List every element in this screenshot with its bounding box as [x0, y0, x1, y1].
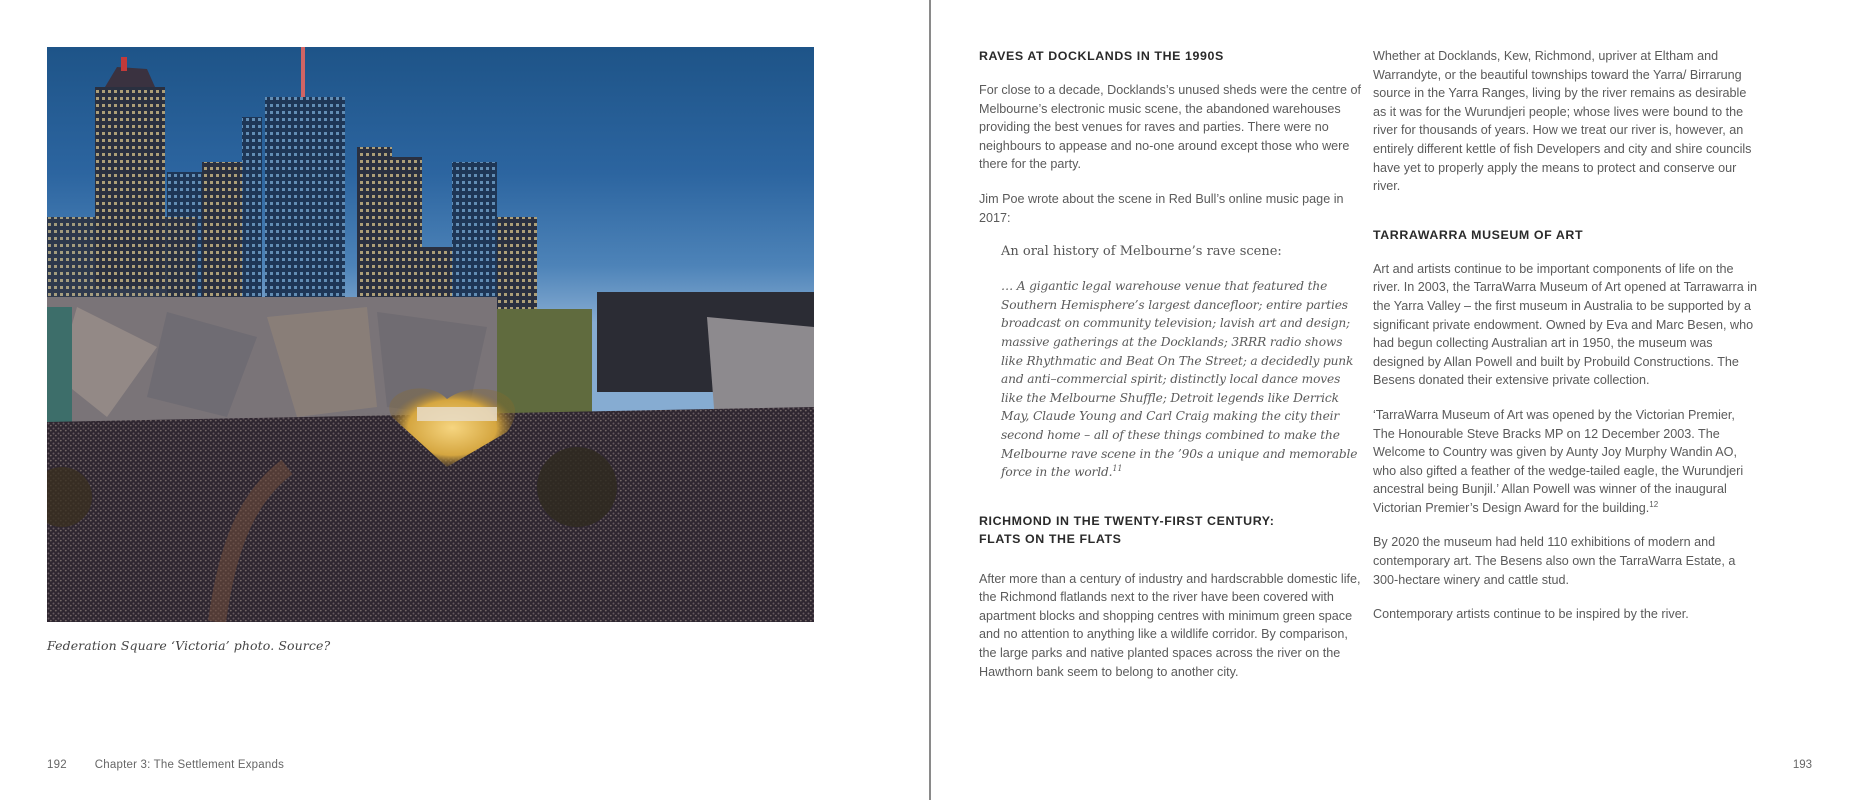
heading-tarrawarra: TARRAWARRA MUSEUM OF ART — [1373, 227, 1584, 242]
text-column-2 — [1373, 47, 1758, 624]
running-head: Chapter 3: The Settlement Expands — [94, 759, 285, 771]
page-number-left: 192 — [47, 759, 67, 771]
page-number-right: 193 — [1792, 759, 1812, 771]
quote-text: … A gigantic legal warehouse venue that featured the Southern Hemisphere’s largest dancefloor; entire parties broadcast on community television; lavish art and design; massive gatherings at the Docklands; 3RRR radio shows like Rhythmatic and Beat On The Street; a decidedly punk and anti–commercial spirit; distinctly local dance moves like the Melbourne Shuffle; Detroit legends like Derrick May, Claude Young and Carl Craig making the city their second home – all of these things combined to make the Melbourne rave scene in the ’90s a unique and memorable force in the world. — [1001, 279, 1358, 480]
paragraph: Art and artists continue to be important components of life on the river. In 2003, the TarraWarra Museum of Art opened at Tarrawarra in the Yarra Valley – the first museum in Australia to be supported by a significant private endowment. Owned by Eva and Marc Besen, who had begun collecting Australian art in 1950, the museum was designed by Allan Powell and built by Probuild Constructions. The Besens donated their extensive private collection. — [1373, 261, 1758, 388]
footnote-ref: 11 — [1112, 464, 1123, 474]
heading-richmond — [979, 512, 1364, 548]
heading-raves-docklands: RAVES AT DOCKLANDS IN THE 1990S — [979, 49, 1224, 63]
paragraph: By 2020 the museum had held 110 exhibitions of modern and contemporary art. The Besens also own the TarraWarra Estate, a 300-hectare winery and cattle stud. — [1373, 535, 1736, 587]
left-folio — [47, 759, 284, 771]
paragraph: Contemporary artists continue to be inspired by the river. — [1373, 607, 1689, 622]
footnote-ref: 12 — [1649, 499, 1659, 509]
left-page — [0, 0, 929, 800]
heading-line: RICHMOND IN THE TWENTY-FIRST CENTURY: — [979, 513, 1275, 528]
heading-line: FLATS ON THE FLATS — [979, 531, 1122, 546]
photo-illustration — [47, 47, 814, 622]
right-page — [931, 0, 1860, 800]
photo-caption: Federation Square ‘Victoria’ photo. Source? — [47, 638, 331, 653]
block-quote — [1001, 277, 1364, 482]
paragraph: For close to a decade, Docklands’s unused sheds were the centre of Melbourne’s electronic music scene, the abandoned warehouses providing the best venues for raves and parties. There were no neighbours to appease and no-one around except those who were there for the party. — [979, 83, 1362, 172]
paragraph — [1373, 406, 1758, 518]
paragraph: Whether at Docklands, Kew, Richmond, upriver at Eltham and Warrandyte, or the beautiful townships toward the Yarra/ Birrarung source in the Yarra Ranges, living by the river remains as desirable as it was for the Wurundjeri people; whose lives were bound to the river for thousands of years. How we treat our river is, however, an entirely different kettle of fish Developers and city and shire councils have yet to properly apply the means to protect and conserve our river. — [1373, 49, 1752, 194]
paragraph-text: ‘TarraWarra Museum of Art was opened by the Victorian Premier, The Honourable Steve Bracks MP on 12 December 2003. The Welcome to Country was given by Aunty Joy Murphy Wandin AO, who also gifted a feather of the wedge-tailed eagle, the Wurundjeri ancestral being Bunjil.’ Allan Powell was winner of the inaugural Victorian Premier’s Design Award for the building. — [1373, 407, 1744, 515]
paragraph: After more than a century of industry and hardscrabble domestic life, the Richmond flatlands next to the river have been covered with apartment blocks and shopping centres with minimum green space and no attention to anything like a wildlife corridor. By comparison, the large parks and native planted spaces across the river on the Hawthorn bank seem to belong to another city. — [979, 571, 1361, 679]
federation-square-photo — [47, 47, 814, 622]
quote-intro: An oral history of Melbourne’s rave scene: — [1001, 244, 1282, 260]
paragraph: Jim Poe wrote about the scene in Red Bull’s online music page in 2017: — [979, 191, 1344, 225]
text-column-1 — [979, 47, 1364, 681]
